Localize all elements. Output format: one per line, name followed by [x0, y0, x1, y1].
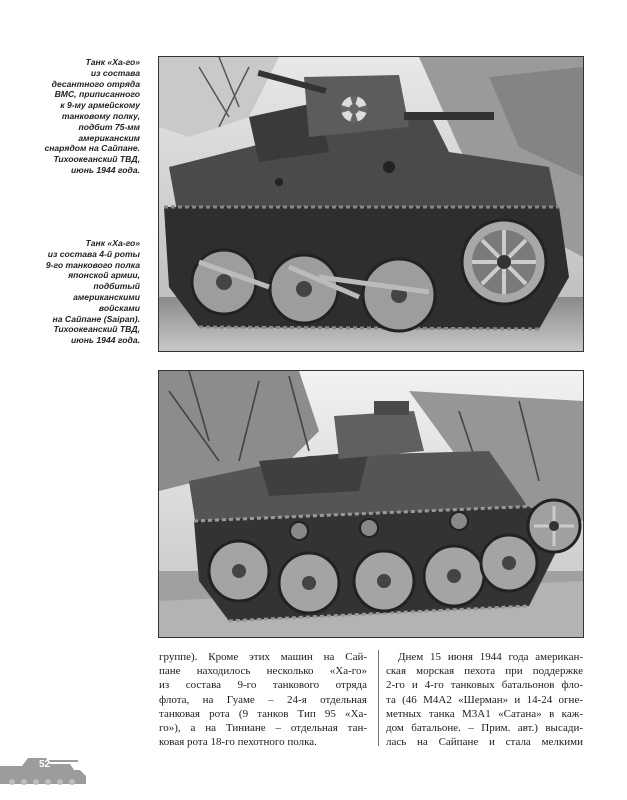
text-line: группе). Кроме этих машин на Сай-: [159, 651, 367, 663]
page-number-badge: [0, 752, 86, 788]
text-line: пане находилось несколько «Ха-го»: [159, 665, 367, 678]
photo-caption-top: [6, 57, 140, 176]
text-line: метных танка М3А1 «Сатана» в каж-: [386, 707, 583, 720]
body-text-left-column: [159, 650, 367, 749]
text-line: флота, на Гуаме – 24-я отдельная: [159, 693, 367, 706]
text-line: из состава 9-го танкового отряда: [159, 679, 367, 692]
tank-photo-top: [158, 56, 584, 352]
caption-line: из состава 4-й роты: [47, 248, 140, 259]
text-line: ская морская пехота при поддержке: [386, 665, 583, 678]
caption-line: подбитый: [93, 281, 140, 292]
text-line: 2-го и 4-го танковых батальонов фло-: [386, 679, 583, 692]
tank-silhouette-icon: [0, 752, 86, 788]
body-text-right-column: [386, 650, 583, 749]
caption-line: 9-го танкового полка: [45, 259, 140, 270]
caption-line: войсками: [98, 302, 140, 313]
caption-line: июнь 1944 года.: [71, 164, 140, 175]
tank-photo-bottom: [158, 370, 584, 638]
text-line: та (46 М4А2 «Шерман» и 14-24 огне-: [386, 693, 583, 706]
caption-line: из состава: [90, 67, 140, 78]
text-line: дом батальоне. – Прим. авт.) высади-: [386, 722, 583, 735]
caption-line: к 9-му армейскому: [60, 100, 140, 111]
caption-line: Танк «Ха-го»: [85, 238, 140, 248]
caption-line: американским: [78, 132, 140, 143]
text-line: лась на Сайпане и стала мелкими: [386, 736, 583, 749]
text-line: Днем 15 июня 1944 года американ-: [398, 651, 583, 663]
text-line: танковая рота (9 танков Тип 95 «Ха-: [159, 707, 367, 720]
caption-line: на Сайпане (Saipan).: [52, 313, 140, 324]
caption-line: Тихоокеанский ТВД,: [53, 154, 140, 165]
caption-line: американскими: [73, 291, 140, 302]
caption-line: июнь 1944 года.: [71, 335, 140, 346]
photo-caption-middle: [6, 238, 140, 346]
caption-line: танковому полку,: [61, 110, 140, 121]
text-line: го»), а на Тиниане – отдельная тан-: [159, 722, 367, 735]
caption-line: ВМС, приписанного: [54, 89, 140, 100]
caption-line: подбит 75-мм: [78, 121, 140, 132]
text-line: ковая рота 18-го пехотного полка.: [159, 736, 317, 749]
caption-line: Тихоокеанский ТВД,: [53, 324, 140, 335]
caption-line: японской армии,: [68, 270, 140, 281]
page-number: 52: [39, 759, 51, 770]
caption-line: Танк «Ха-го»: [85, 57, 140, 67]
caption-line: десантного отряда: [51, 78, 140, 89]
caption-line: снарядом на Сайпане.: [44, 143, 140, 154]
column-divider: [378, 650, 379, 746]
